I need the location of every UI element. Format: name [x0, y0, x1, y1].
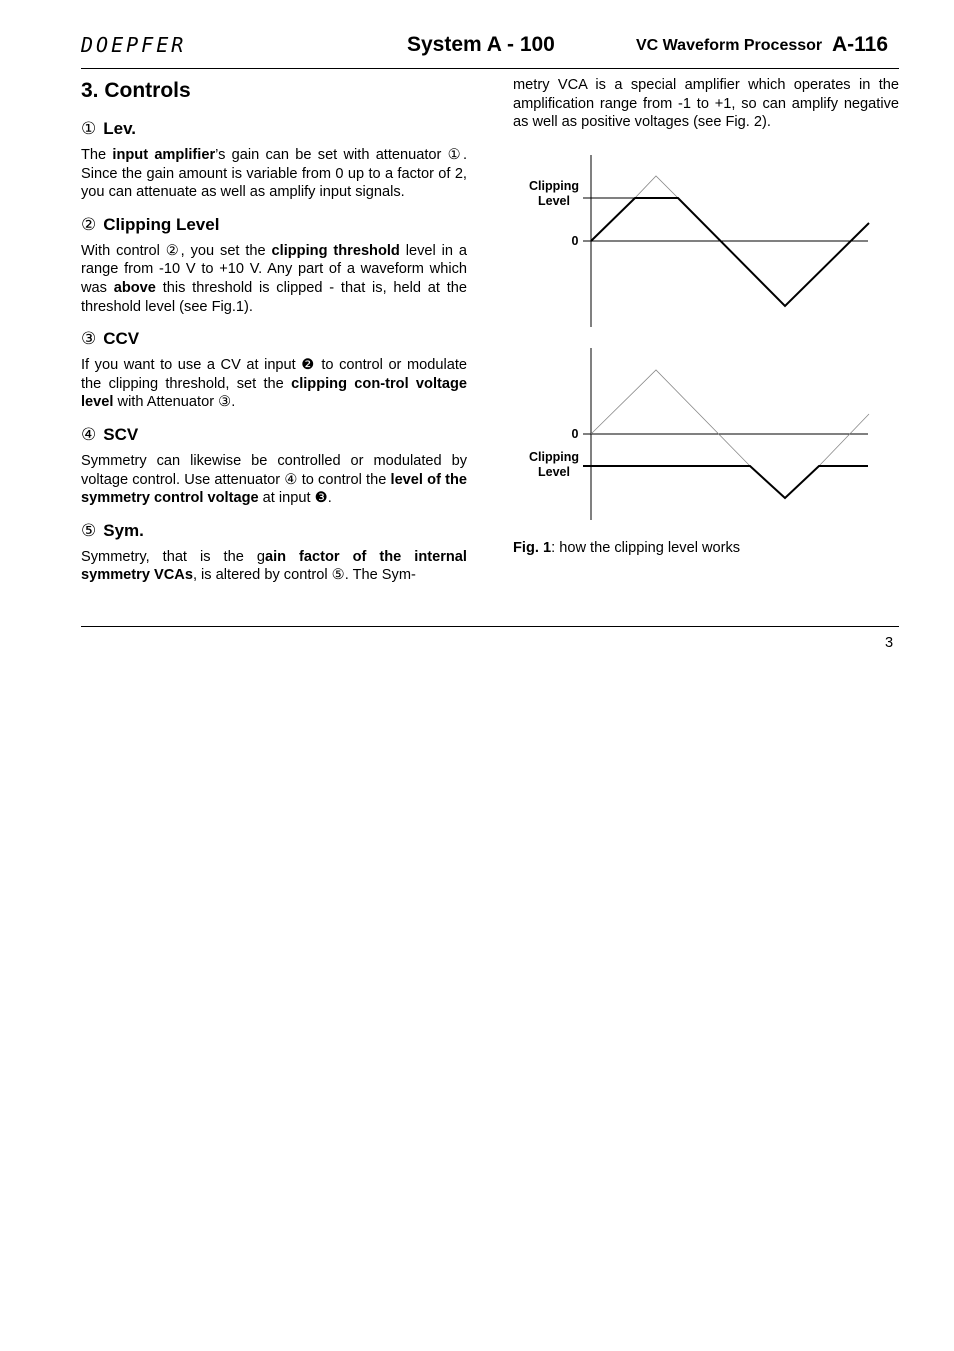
- model-number: A-116: [832, 33, 889, 56]
- control-name: SCV: [103, 424, 139, 444]
- control-name: Lev.: [103, 119, 137, 138]
- control-number: ⑤: [81, 520, 97, 540]
- control-description: [81, 548, 467, 585]
- header-rule: [81, 68, 899, 69]
- control-number: ①: [81, 119, 97, 138]
- description-segment: If you want to use a CV at input ❷ to control or modulate the clipping threshold, set the: [81, 357, 467, 392]
- control-heading: [81, 328, 467, 350]
- control-description: [81, 242, 467, 316]
- bottom-clipped-wave: [583, 466, 868, 498]
- description-segment: ain factor of the internal symmetry VCAs: [81, 548, 467, 584]
- control-heading: [81, 520, 467, 542]
- section-title: 3. Controls: [81, 79, 191, 102]
- description-segment: Symmetry can likewise be controlled or modulated by voltage control. Use attenuator ④ to control the: [81, 452, 467, 488]
- control-heading: [81, 424, 467, 446]
- description-segment: , is altered by control ⑤. The Sym-: [192, 567, 416, 584]
- control-name: Clipping Level: [103, 214, 220, 234]
- description-segment: level of the symmetry control voltage: [81, 471, 468, 507]
- bottom-zero-label: 0: [571, 427, 579, 441]
- description-segment: ’s gain can be set with attenuator ①. Since the gain amount is variable from 0 up to a factor of 2, you can attenuate as well as amplify input signals.: [81, 147, 467, 201]
- top-clip-label: Clipping Level: [529, 179, 579, 208]
- system-title: System A - 100: [407, 33, 555, 56]
- product-name: VC Waveform Processor: [636, 37, 823, 54]
- caption-text: : how the clipping level works: [551, 540, 741, 556]
- right-column: [513, 76, 899, 144]
- bottom-clip-label: Clipping Level: [529, 450, 579, 479]
- controls-list: [81, 118, 467, 585]
- control-name: CCV: [103, 329, 140, 349]
- description-segment: at input ❸.: [258, 490, 332, 507]
- control-number: ②: [81, 214, 97, 234]
- description-segment: clipping con-trol voltage level: [81, 375, 467, 411]
- caption-label: Fig. 1: [513, 540, 552, 556]
- control-name: Sym.: [103, 520, 144, 540]
- top-original-peak: [635, 176, 678, 198]
- description-segment: Symmetry, that is the g: [81, 548, 265, 565]
- control-number: ④: [81, 424, 97, 444]
- page-number: 3: [885, 635, 894, 651]
- description-segment: With control ②, you set the: [81, 242, 272, 259]
- footer-rule: [81, 626, 899, 627]
- control-description: [81, 356, 467, 412]
- description-segment: with Attenuator ③.: [113, 394, 236, 411]
- figure-1: [513, 150, 899, 530]
- left-column: [81, 76, 467, 597]
- description-segment: level in a range from -10 V to +10 V. Any part of a waveform which was: [81, 242, 467, 296]
- description-segment: above: [113, 279, 156, 296]
- description-segment: this threshold is clipped - that is, held at the threshold level (see Fig.1).: [81, 279, 467, 315]
- control-heading: [81, 118, 467, 140]
- control-description: [81, 146, 467, 202]
- figure-caption: [513, 540, 740, 556]
- control-heading: [81, 214, 467, 236]
- top-clipped-wave: [591, 198, 869, 306]
- control-number: ③: [81, 329, 97, 349]
- control-description: [81, 452, 467, 508]
- doepfer-logo: DOEPFER: [81, 33, 187, 57]
- description-segment: input amplifier: [112, 147, 216, 163]
- right-paragraph: metry VCA is a special amplifier which operates in the amplification range from -1 to +1, so can amplify negative as well as positive voltages (see Fig. 2).: [513, 77, 899, 131]
- description-segment: clipping threshold: [271, 242, 400, 259]
- description-segment: The: [81, 147, 113, 163]
- top-zero-label: 0: [571, 234, 579, 248]
